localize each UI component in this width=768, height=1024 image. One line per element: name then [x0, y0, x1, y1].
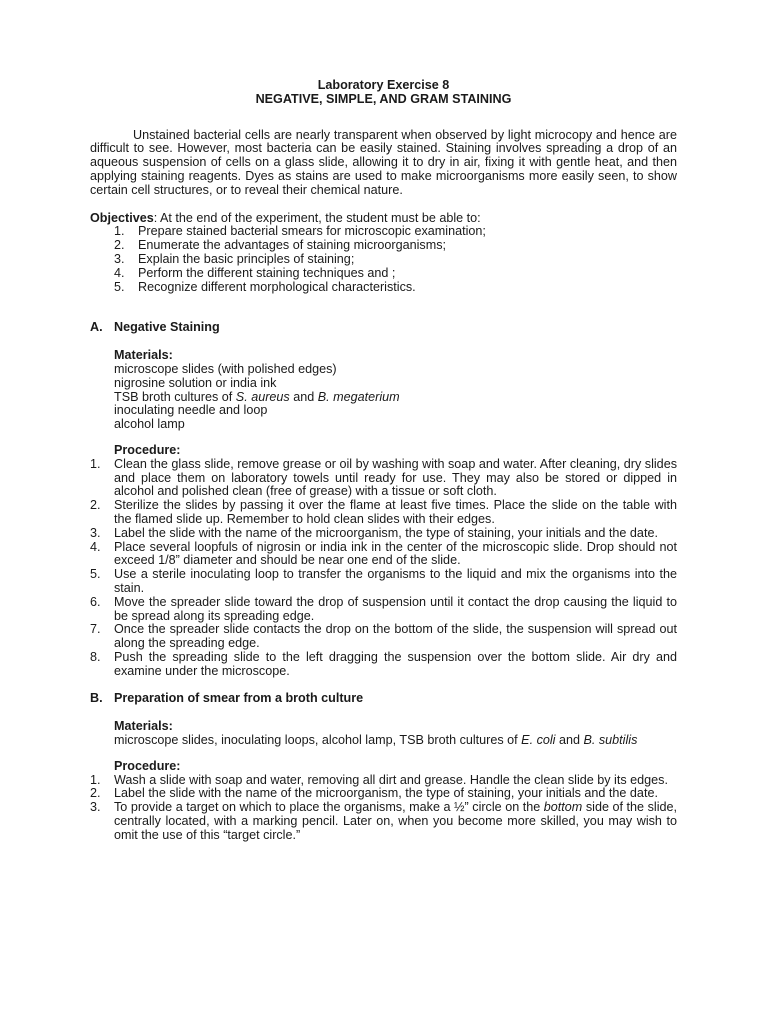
- section-title: Negative Staining: [114, 320, 220, 335]
- material-item: alcohol lamp: [114, 417, 185, 432]
- item-number: 1.: [114, 224, 125, 239]
- material-item: inoculating needle and loop: [114, 403, 268, 418]
- step-number: 8.: [90, 649, 101, 664]
- step-number: 1.: [90, 456, 101, 471]
- section-letter: A.: [90, 320, 103, 335]
- species-name: S. aureus: [235, 389, 290, 404]
- procedure-step: [90, 499, 677, 527]
- document-body: [90, 79, 677, 843]
- step-text: Once the spreader slide contacts the drop on the bottom of the slide, the suspension will spread out along the spreading edge.: [114, 622, 677, 651]
- material-text: and: [555, 733, 584, 748]
- procedure-list: [90, 774, 677, 843]
- objectives-block: [90, 212, 677, 295]
- procedure-list: [90, 458, 677, 679]
- material-text: microscope slides, inoculating loops, alcohol lamp, TSB broth cultures of: [114, 733, 522, 748]
- material-item: microscope slides (with polished edges): [114, 361, 337, 376]
- procedure-step: [90, 801, 677, 842]
- step-number: 3.: [90, 800, 101, 815]
- list-item: [114, 281, 677, 295]
- section-heading: [90, 321, 677, 335]
- procedure-step: [90, 787, 677, 801]
- item-number: 3.: [114, 251, 125, 266]
- procedure-step: [90, 541, 677, 569]
- step-number: 2.: [90, 786, 101, 801]
- item-number: 4.: [114, 265, 125, 280]
- list-item: [114, 253, 677, 267]
- step-number: 2.: [90, 498, 101, 513]
- item-number: 5.: [114, 279, 125, 294]
- material-text: TSB broth cultures of: [114, 389, 236, 404]
- species-name: B. megaterium: [317, 389, 400, 404]
- procedure-step: [90, 774, 677, 788]
- species-name: E. coli: [521, 733, 556, 748]
- item-text: Prepare stained bacterial smears for microscopic examination;: [138, 224, 486, 239]
- materials-list: [114, 363, 677, 432]
- step-text: Label the slide with the name of the microorganism, the type of staining, your initials and the date.: [114, 786, 658, 801]
- list-item: [114, 239, 677, 253]
- step-text: Place several loopfuls of nigrosin or india ink in the center of the microscopic slide. Drop should not exceed 1/8” diameter and should be near one end of the slide.: [114, 539, 677, 568]
- item-text: Recognize different morphological characteristics.: [138, 279, 416, 294]
- step-text: Wash a slide with soap and water, removing all dirt and grease. Handle the clean slide by its edges.: [114, 772, 668, 787]
- procedure-heading: Procedure:: [114, 442, 181, 457]
- step-number: 3.: [90, 525, 101, 540]
- procedure-step: [90, 623, 677, 651]
- step-text-part: To provide a target on which to place the organisms, make a ½” circle on the: [114, 800, 544, 815]
- objectives-list: [114, 225, 677, 294]
- objectives-label: Objectives: [90, 210, 154, 225]
- item-text: Perform the different staining techniques and ;: [138, 265, 396, 280]
- step-number: 4.: [90, 539, 101, 554]
- step-number: 6.: [90, 594, 101, 609]
- section-letter: B.: [90, 691, 103, 706]
- section-negative-staining: [90, 321, 677, 678]
- intro-paragraph: Unstained bacterial cells are nearly transparent when observed by light microcopy and hence are difficult to see. However, most bacteria can be easily stained. Staining involves spreading a drop of an aqueous suspension of cells on a glass slide, allowing it to dry in air, fixing it with gentle heat, and then applying staining reagents. Dyes as stains are used to make microorganisms more easily seen, to show certain cell structures, or to reveal their chemical nature.: [90, 127, 677, 197]
- objectives-lead: : At the end of the experiment, the student must be able to:: [153, 210, 481, 225]
- step-number: 1.: [90, 772, 101, 787]
- procedure-step: [90, 651, 677, 679]
- emphasis-text: bottom: [543, 800, 583, 815]
- step-text: Sterilize the slides by passing it over the flame at least five times. Place the slide on the table with the flamed slide up. Remember to hold clean slides with their edges.: [114, 498, 677, 526]
- section-broth-smear: [90, 692, 677, 842]
- list-item: [114, 267, 677, 281]
- step-text: [114, 801, 677, 842]
- procedure-step: [90, 568, 677, 596]
- exercise-title: NEGATIVE, SIMPLE, AND GRAM STAINING: [255, 91, 512, 106]
- step-text: Push the spreading slide to the left dragging the suspension over the bottom slide. Air dry and examine under the microscope.: [114, 649, 677, 678]
- item-number: 2.: [114, 238, 125, 253]
- material-item: nigrosine solution or india ink: [114, 375, 277, 390]
- item-text: Enumerate the advantages of staining microorganisms;: [138, 238, 447, 253]
- step-number: 5.: [90, 567, 101, 582]
- objectives-heading: [90, 212, 677, 226]
- exercise-number: Laboratory Exercise 8: [317, 78, 450, 92]
- procedure-step: [90, 458, 677, 499]
- step-text: Label the slide with the name of the microorganism, the type of staining, your initials and the date.: [114, 525, 658, 540]
- materials-text: [114, 734, 677, 748]
- procedure-step: [90, 527, 677, 541]
- material-text: and: [289, 389, 318, 404]
- list-item: [114, 225, 677, 239]
- procedure-step: [90, 596, 677, 624]
- step-text-part: side of the slide, centrally located, with a marking pencil. Later on, when you become more skilled, you may wish to omit the use of this “target circle.”: [114, 800, 677, 842]
- materials-heading: Materials:: [114, 348, 173, 363]
- step-text: Use a sterile inoculating loop to transfer the organisms to the liquid and mix the organisms into the stain.: [114, 567, 677, 595]
- materials-heading: Materials:: [114, 719, 173, 734]
- step-text: Move the spreader slide toward the drop of suspension until it contact the drop causing the liquid to be spread along its spreading edge.: [114, 594, 677, 623]
- material-item: [114, 391, 677, 405]
- step-text: Clean the glass slide, remove grease or oil by washing with soap and water. After cleaning, dry slides and place them on laboratory towels until ready for use. They may also be stored or dipped in alcohol and polished clean (free of grease) with a tissue or soft cloth.: [114, 456, 677, 499]
- procedure-heading: Procedure:: [114, 758, 181, 773]
- step-number: 7.: [90, 622, 101, 637]
- species-name: B. subtilis: [583, 733, 638, 748]
- section-title: Preparation of smear from a broth culture: [114, 691, 364, 706]
- item-text: Explain the basic principles of staining;: [138, 251, 355, 266]
- section-heading: [90, 692, 677, 706]
